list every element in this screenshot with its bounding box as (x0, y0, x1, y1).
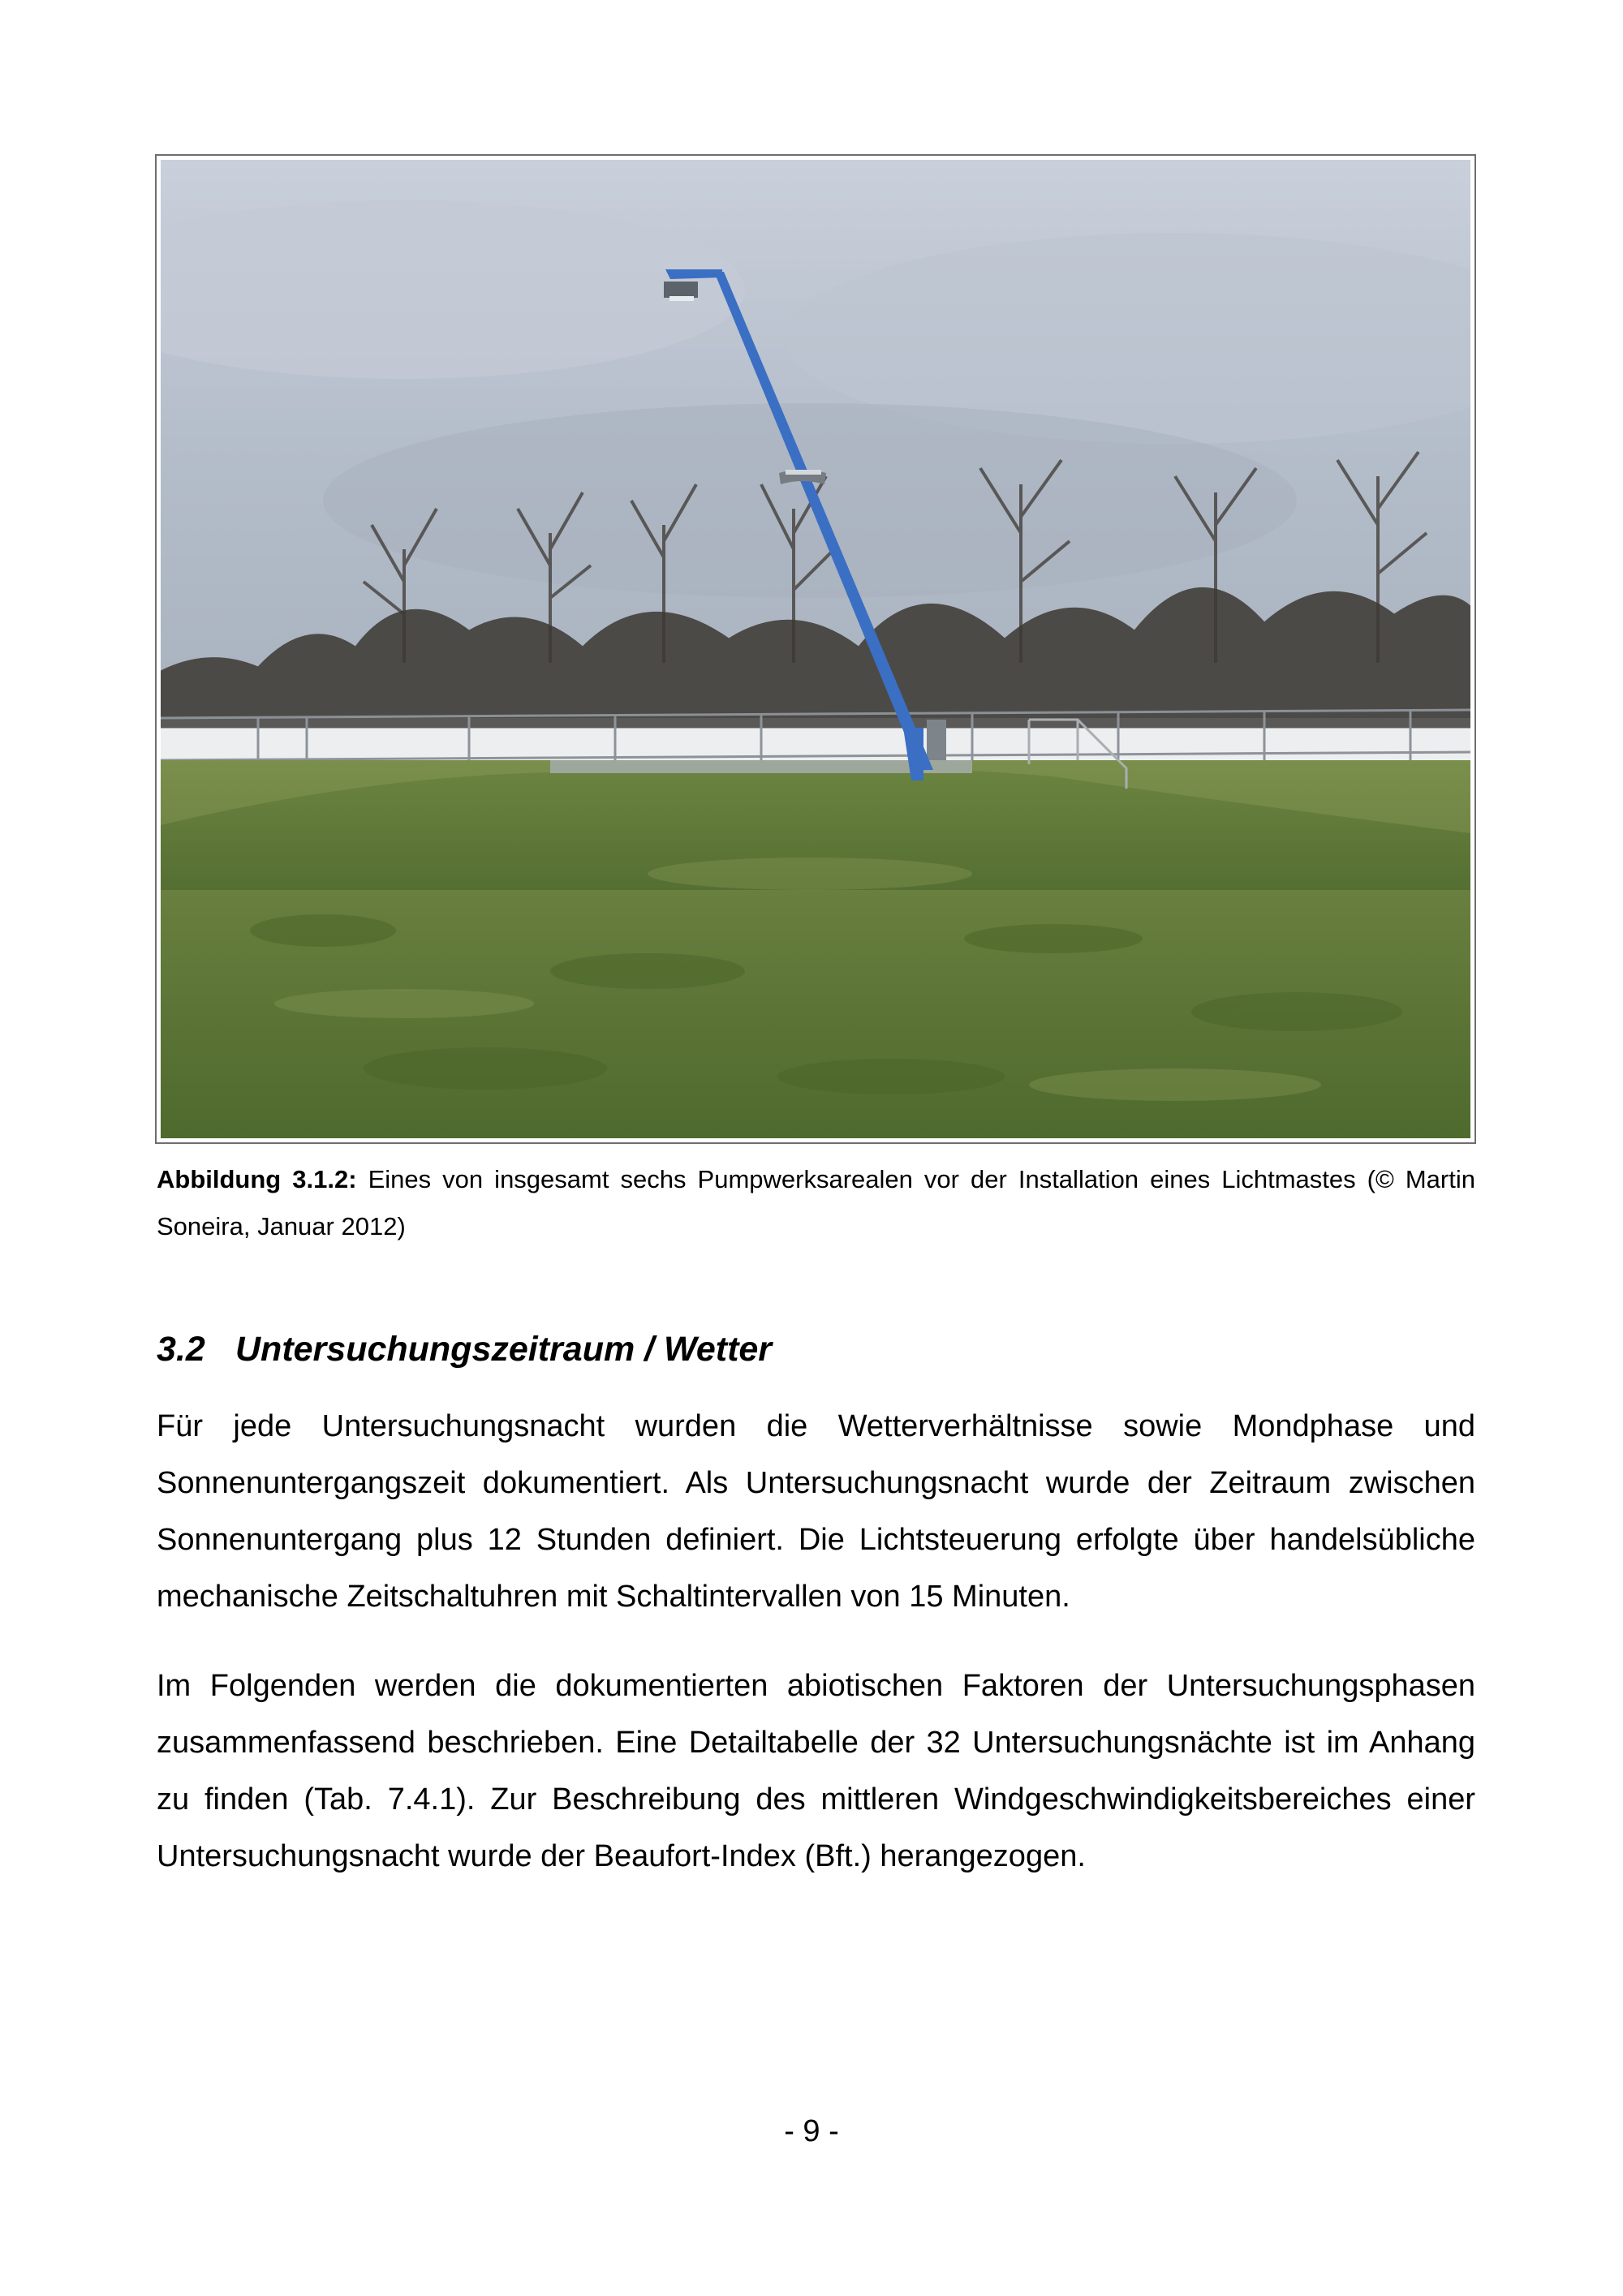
figure-caption-text: Eines von insgesamt sechs Pumpwerksarealen vor der Installation eines Lichtmastes (© Martin Soneira, Januar 2012) (157, 1165, 1475, 1240)
figure-caption (157, 1156, 1475, 1250)
section-heading (157, 1325, 772, 1374)
page-number: - 9 - (784, 2114, 839, 2148)
paragraph: Für jede Untersuchungsnacht wurden die Wetterverhältnisse sowie Mondphase und Sonnenuntergangszeit dokumentiert. Als Untersuchungsnacht wurde der Zeitraum zwischen Sonnenuntergang plus 12 Stunden definiert. Die Lichtsteuerung erfolgte über handelsübliche mechanische Zeitschaltuhren mit Schaltintervallen von 15 Minuten. (157, 1409, 1475, 1614)
figure-label: Abbildung 3.1.2: (157, 1165, 357, 1193)
paragraph: Im Folgenden werden die dokumentierten abiotischen Faktoren der Untersuchungsphasen zusammenfassend beschrieben. Eine Detailtabelle der 32 Untersuchungsnächte ist im Anhang zu finden (Tab. 7.4.1). Zur Beschreibung des mittleren Windgeschwindigkeitsbereiches einer Untersuchungsnacht wurde der Beaufort-Index (Bft.) herangezogen. (157, 1669, 1475, 1873)
figure-photo (155, 154, 1476, 1144)
section-number: 3.2 (157, 1330, 205, 1369)
section-title: Untersuchungszeitraum / Wetter (235, 1330, 773, 1369)
photo-pumping-station-light-mast (161, 160, 1470, 1138)
